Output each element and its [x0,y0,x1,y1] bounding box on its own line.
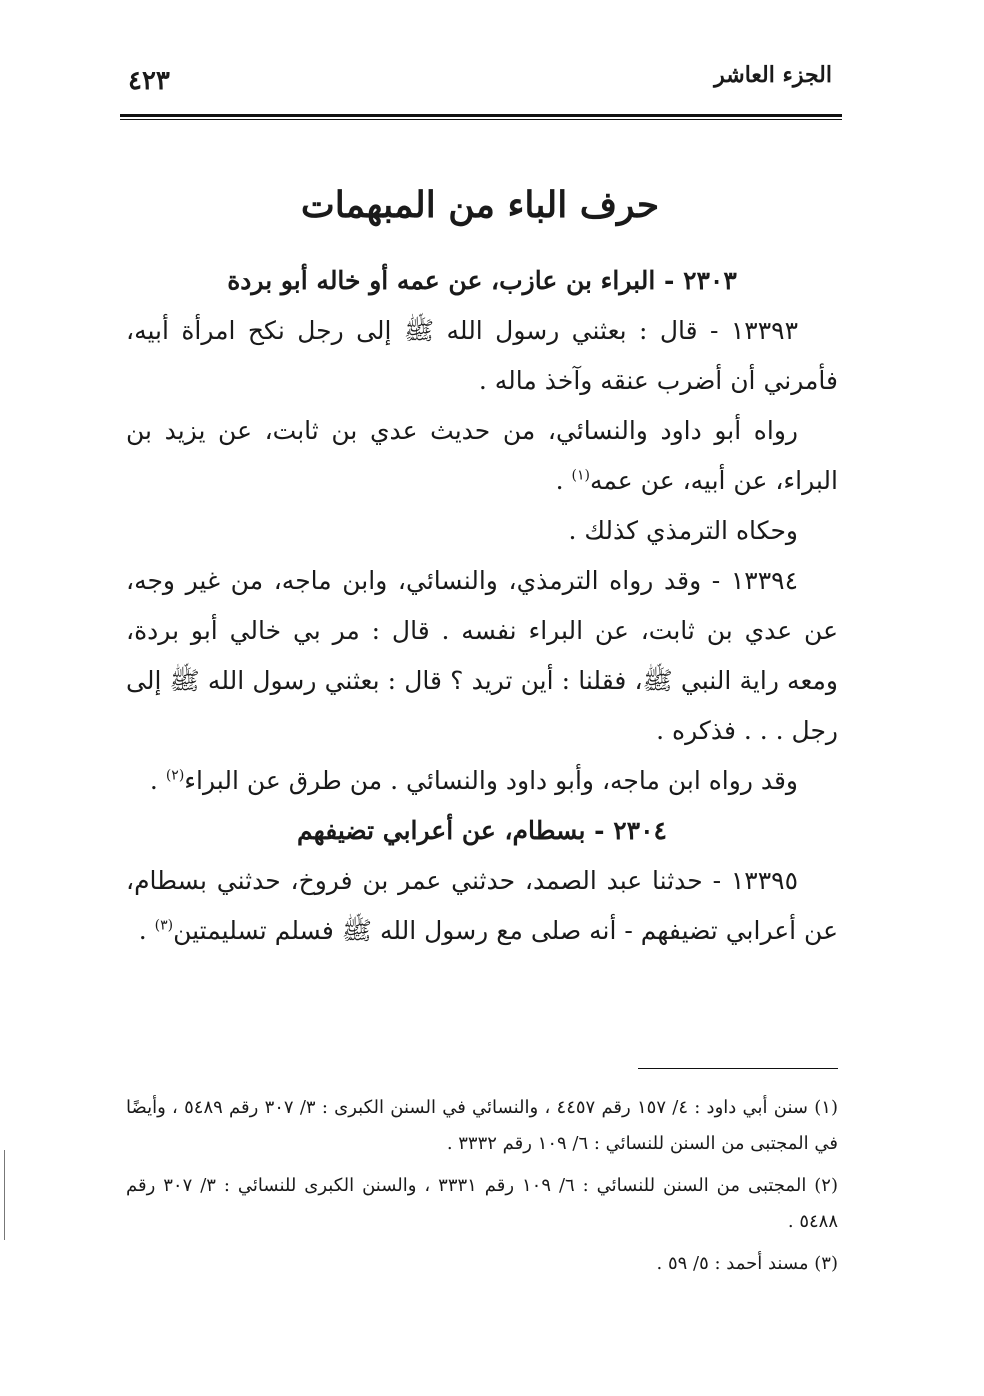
footnote-ref-2[interactable]: (٢) [165,767,185,784]
hadith-13395 [126,856,838,956]
footnote-1: (١) سنن أبي داود : ٤/ ١٥٧ رقم ٤٤٥٧ ، والنسائي في السنن الكبرى : ٣/ ٣٠٧ رقم ٥٤٨٩ ، وأيضًا في المجتبى من السنن للنسائي : ٦/ ١٠٩ رقم ٣٣٣٢ . [126,1097,838,1154]
chapter-title: حرف الباء من المبهمات [300,184,660,226]
header-rule [120,114,842,117]
footnote-ref-3[interactable]: (٣) [154,917,174,934]
book-part-label: الجزء العاشر [714,62,832,88]
paragraph-hakah: وحكاه الترمذي كذلك . [568,516,798,545]
footnote-separator [638,1068,838,1069]
footnotes [126,1090,838,1288]
paragraph-rawah-1 [126,406,838,506]
binding-edge-line [4,1150,5,1240]
header-rule-thin [120,119,842,120]
hadith-13395-end: . [138,916,147,945]
running-head [120,62,840,102]
paragraph-rawah-1-end: . [555,466,564,495]
page-number: ٤٢٣ [128,66,170,96]
hadith-13394: ١٣٣٩٤ - وقد رواه الترمذي، والنسائي، وابن ماجه، من غير وجه، عن عدي بن ثابت، عن البراء نفسه . قال : مر بي خالي أبو بردة، ومعه راية النبي ﷺ، فقلنا : أين تريد ؟ قال : بعثني رسول الله ﷺ إلى رجل . . . فذكره . [126,566,838,745]
footnote-3: (٣) مسند أحمد : ٥/ ٥٩ . [656,1253,838,1274]
section-heading-2304: ٢٣٠٤ - بسطام، عن أعرابي تضيفهم [297,816,667,845]
paragraph-rawah-1-text: رواه أبو داود والنسائي، من حديث عدي بن ثابت، عن يزيد بن البراء، عن أبيه، عن عمه [126,416,838,495]
paragraph-rawah-2 [126,756,838,806]
paragraph-rawah-2-end: . [149,766,158,795]
footnote-2: (٢) المجتبى من السنن للنسائي : ٦/ ١٠٩ رقم ٣٣٣١ ، والسنن الكبرى للنسائي : ٣/ ٣٠٧ رقم ٥٤٨٨ . [126,1175,838,1232]
footnote-ref-1[interactable]: (١) [571,467,590,484]
hadith-13395-text: ١٣٣٩٥ - حدثنا عبد الصمد، حدثني عمر بن فروخ، حدثني بسطام، عن أعرابي تضيفهم - أنه صلى مع رسول الله ﷺ فسلم تسليمتين [126,866,838,945]
paragraph-rawah-2-text: وقد رواه ابن ماجه، وأبو داود والنسائي . من طرق عن البراء [184,766,798,795]
main-text [126,256,838,956]
hadith-13393: ١٣٣٩٣ - قال : بعثني رسول الله ﷺ إلى رجل نكح امرأة أبيه، فأمرني أن أضرب عنقه وآخذ ماله . [126,316,838,395]
section-heading-2303: ٢٣٠٣ - البراء بن عازب، عن عمه أو خاله أبو بردة [227,266,737,295]
